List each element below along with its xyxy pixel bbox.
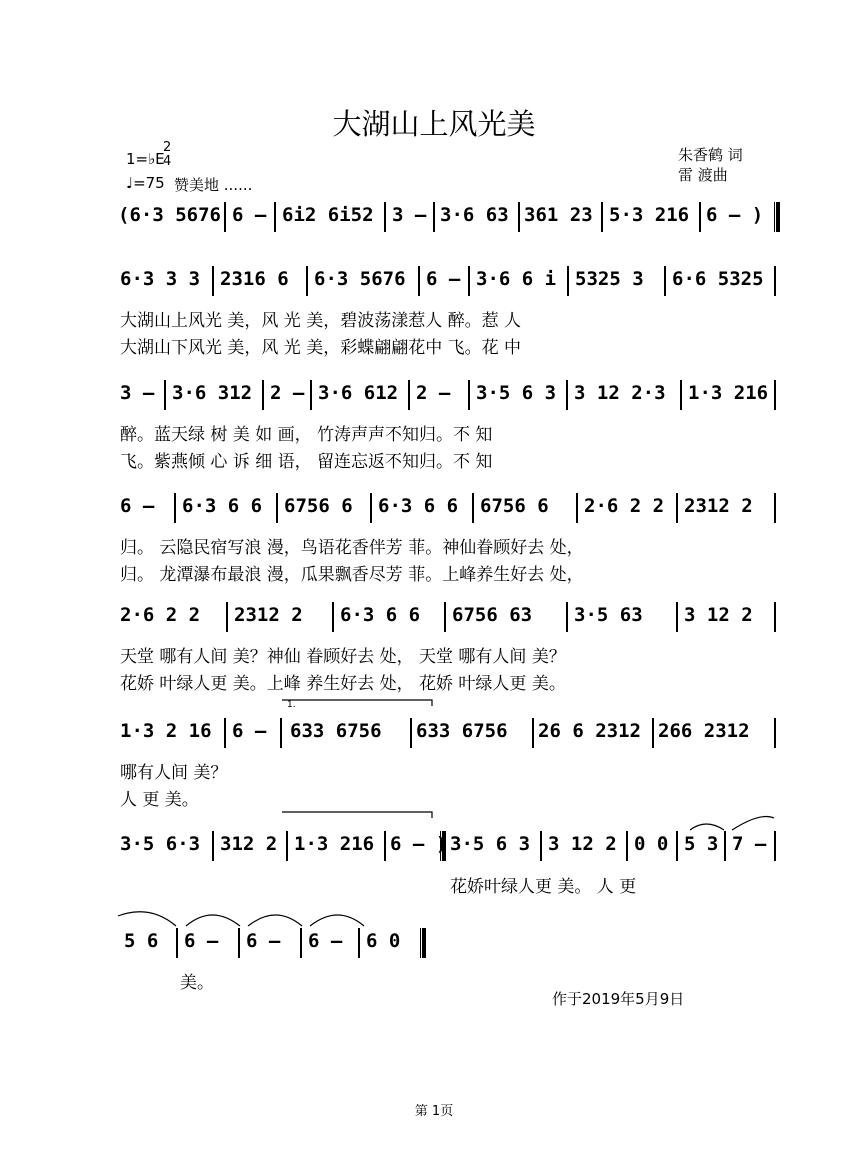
- composition-date: 作于2019年5月9日: [552, 990, 685, 1008]
- volta-bracket: [282, 700, 432, 706]
- lyric-line: 飞。紫燕倾 心 诉 细 语， 留连忘返不知归。不 知: [120, 452, 493, 472]
- measure: 7 –: [732, 833, 767, 855]
- lyric-line: 醉。蓝天绿 树 美 如 画， 竹涛声声不知归。不 知: [120, 425, 493, 445]
- measure: 6·3 6 6: [340, 604, 421, 626]
- measure: 1·3 216: [294, 833, 375, 855]
- measure: 3 –: [120, 382, 155, 404]
- measure: 3·6 612: [318, 382, 399, 404]
- measure: 5325 3: [575, 268, 644, 290]
- measure: 2312 2: [234, 604, 303, 626]
- measure: 1·3 2 16: [120, 720, 212, 742]
- measure: 633 6756: [416, 720, 508, 742]
- measure: 6·6 5325: [672, 268, 764, 290]
- slur: [732, 817, 774, 831]
- volta-number: 1.: [287, 700, 296, 710]
- lyric-line: 花娇 叶绿人更 美。上峰 养生好去 处， 花娇 叶绿人更 美。: [120, 674, 566, 694]
- measure: 6i2 6i52: [282, 204, 374, 226]
- lyric-line: 归。 云隐民宿写浪 漫，鸟语花香伴芳 菲。神仙眷顾好去 处，: [120, 538, 584, 558]
- measure: 633 6756: [290, 720, 382, 742]
- measure: 3·5 6 3: [450, 833, 531, 855]
- slur: [310, 915, 364, 926]
- measure: 266 2312: [658, 720, 750, 742]
- measure: 5·3 216: [609, 204, 690, 226]
- measure: 3 –: [392, 204, 427, 226]
- measure: 5 6: [124, 930, 159, 952]
- lyricist-credit: 朱香鹤 词: [678, 146, 743, 164]
- measure: 361 23: [524, 204, 593, 226]
- measure: 6·3 6 6: [182, 495, 263, 517]
- page-number: 第 1页: [414, 1104, 454, 1119]
- lyric-line: 大湖山上风光 美，风 光 美，碧波荡漾惹人 醉。惹 人: [120, 311, 522, 331]
- measure: 6756 6: [284, 495, 353, 517]
- measure: 2·6 2 2: [584, 495, 665, 517]
- measure: 6 – ): [390, 833, 448, 855]
- lyric-line: 哪有人间 美？: [120, 763, 228, 783]
- measure: 2 –: [270, 382, 305, 404]
- lyric-line: 花娇叶绿人更 美。 人 更: [450, 877, 637, 897]
- lyric-line: 归。 龙潭瀑布最浪 漫，瓜果飘香尽芳 菲。上峰养生好去 处，: [120, 565, 584, 585]
- measure: 3·6 63: [440, 204, 509, 226]
- measure: 6756 63: [452, 604, 533, 626]
- measure: 6 –: [184, 930, 219, 952]
- measure: 3·5 6 3: [476, 382, 557, 404]
- measure: 6·3 3 3: [120, 268, 201, 290]
- measure: 6 –: [232, 204, 267, 226]
- slur: [118, 912, 176, 926]
- measure: 3 12 2: [684, 604, 753, 626]
- slur: [690, 824, 724, 830]
- measure: 6 –: [426, 268, 461, 290]
- measure: 2 –: [416, 382, 451, 404]
- measure: 3·6 6 i: [476, 268, 557, 290]
- lyric-line: 美。: [180, 973, 214, 993]
- expression-marking: 赞美地 ......: [174, 176, 253, 194]
- measure: 6 –: [246, 930, 281, 952]
- lyric-line: 人 更 美。: [120, 790, 199, 810]
- measure: 3 12 2·3: [574, 382, 666, 404]
- measure: 6 –: [308, 930, 343, 952]
- key-signature: 1=♭E: [126, 150, 165, 168]
- lyric-line: 天堂 哪有人间 美？神仙 眷顾好去 处， 天堂 哪有人间 美？: [120, 647, 566, 667]
- measure: 6756 6: [480, 495, 549, 517]
- volta-bracket-2: [282, 812, 432, 818]
- measure: 6·3 5676: [314, 268, 406, 290]
- measure: 26 6 2312: [538, 720, 641, 742]
- measure: 3·5 6·3: [120, 833, 201, 855]
- measure: 6 – ): [706, 204, 764, 226]
- measure: 6 –: [120, 495, 155, 517]
- measure: 5 3: [684, 833, 719, 855]
- measure: (6·3 5676: [118, 204, 221, 226]
- time-signature-bottom: 4: [163, 154, 172, 169]
- measure: 2316 6: [220, 268, 289, 290]
- slur: [248, 915, 302, 926]
- measure: 6·3 6 6: [378, 495, 459, 517]
- tempo-marking: ♩=75: [126, 174, 165, 192]
- measure: 0 0: [634, 833, 669, 855]
- measure: 6 –: [232, 720, 267, 742]
- time-signature-top: 2: [163, 140, 172, 155]
- measure: 3·6 312: [172, 382, 253, 404]
- song-title: 大湖山上风光美: [332, 107, 536, 141]
- measure: 3 12 2: [548, 833, 617, 855]
- measure: 312 2: [220, 833, 278, 855]
- measure: 2·6 2 2: [120, 604, 201, 626]
- measure: 6 0: [366, 930, 401, 952]
- composer-credit: 雷 渡曲: [678, 166, 728, 184]
- measure: 3·5 63: [574, 604, 643, 626]
- slur: [186, 915, 240, 926]
- lyric-line: 大湖山下风光 美，风 光 美，彩蝶翩翩花中 飞。花 中: [120, 338, 522, 358]
- measure: 1·3 216: [688, 382, 769, 404]
- measure: 2312 2: [684, 495, 753, 517]
